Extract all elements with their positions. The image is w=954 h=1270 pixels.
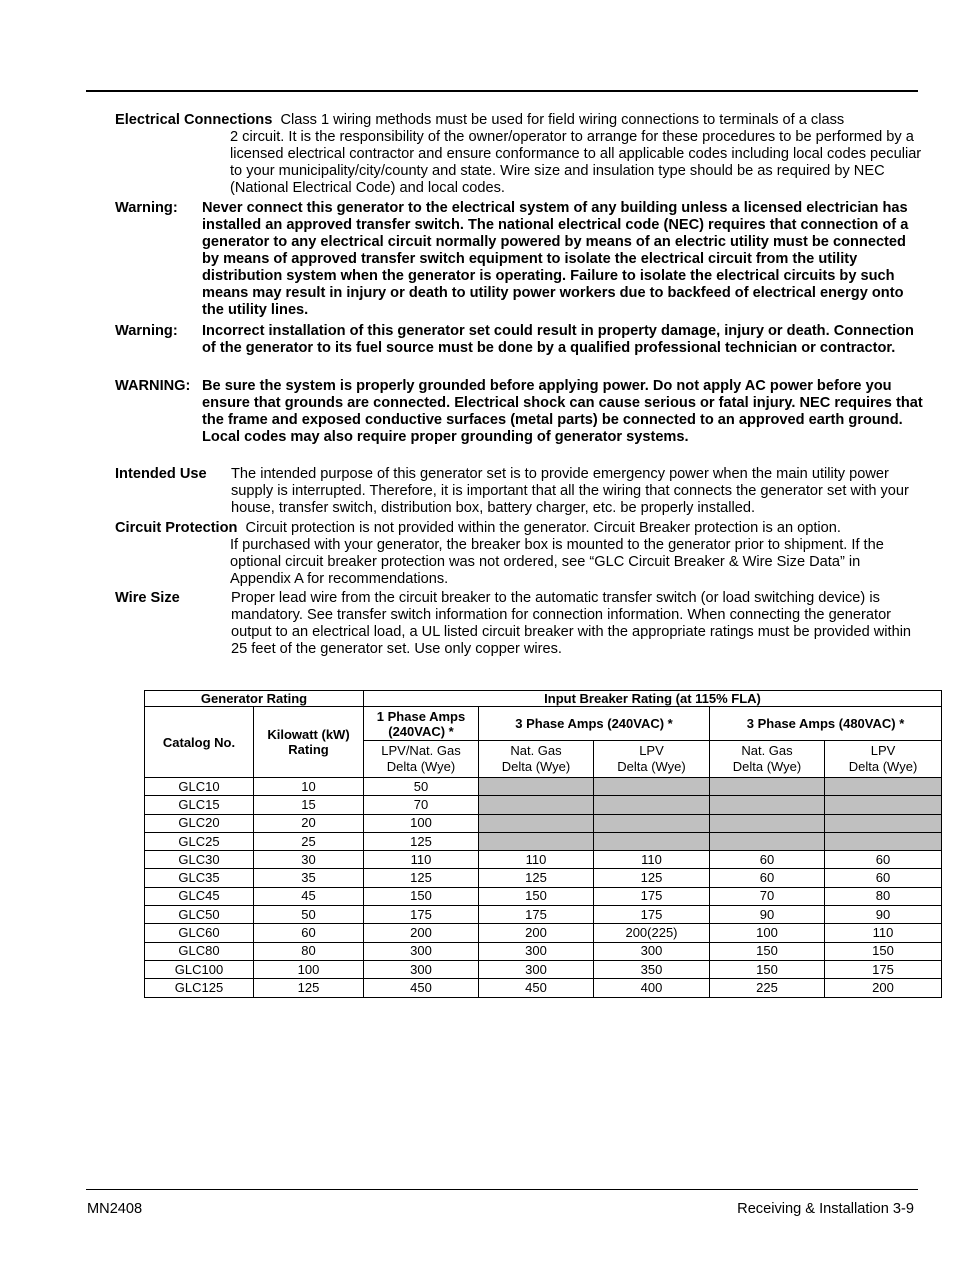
wire-size-term: Wire Size xyxy=(115,590,180,606)
table-cell: 100 xyxy=(710,924,825,942)
electrical-connections-body: 2 circuit. It is the responsibility of the owner/operator to arrange for these procedures to be performed by a licensed electrical contractor and ensure conformance to all applicable codes including local codes peculiar to your municipality/city/county and state. Wire size and insulation type should be as required by NEC (National Electrical Code) and local codes. xyxy=(230,129,922,196)
table-cell: 60 xyxy=(710,851,825,869)
table-cell: 175 xyxy=(594,906,710,924)
table-cell: GLC50 xyxy=(145,906,254,924)
table-cell: 100 xyxy=(254,960,364,978)
table-cell: 10 xyxy=(254,778,364,796)
table-cell: 90 xyxy=(825,906,942,924)
table-cell: 300 xyxy=(479,960,594,978)
table-cell xyxy=(710,778,825,796)
table-cell: 125 xyxy=(364,832,479,850)
table-cell xyxy=(594,796,710,814)
sub-header-ng480: Nat. Gas Delta (Wye) xyxy=(710,741,825,778)
warning-label: Warning: xyxy=(115,200,178,216)
sub-header-ng240: Nat. Gas Delta (Wye) xyxy=(479,741,594,778)
warning-transfer-switch xyxy=(115,200,923,319)
table-row xyxy=(145,796,942,814)
table-row xyxy=(145,924,942,942)
table-cell: 175 xyxy=(594,887,710,905)
table-cell: 300 xyxy=(364,960,479,978)
sub-header-lpv240: LPV Delta (Wye) xyxy=(594,741,710,778)
electrical-connections-section xyxy=(115,112,923,197)
sub-header-lpv480: LPV Delta (Wye) xyxy=(825,741,942,778)
table-cell: 150 xyxy=(479,887,594,905)
table-cell: 80 xyxy=(254,942,364,960)
table-cell: GLC30 xyxy=(145,851,254,869)
table-cell: 150 xyxy=(364,887,479,905)
table-cell: 200 xyxy=(825,979,942,997)
table-cell: 60 xyxy=(825,851,942,869)
table-row xyxy=(145,832,942,850)
table-cell xyxy=(594,778,710,796)
table-cell: GLC35 xyxy=(145,869,254,887)
table-cell: 70 xyxy=(710,887,825,905)
warning-label: Warning: xyxy=(115,323,178,339)
table-cell xyxy=(479,814,594,832)
table-cell: 80 xyxy=(825,887,942,905)
table-cell: 110 xyxy=(594,851,710,869)
table-cell: 20 xyxy=(254,814,364,832)
table-cell xyxy=(594,814,710,832)
table-cell: 125 xyxy=(594,869,710,887)
circuit-protection-body: If purchased with your generator, the breaker box is mounted to the generator prior to shipment. If the optional circuit breaker protection was not ordered, see “GLC Circuit Breaker & Wire Size Data” in Appendix A for recommendations. xyxy=(230,537,884,587)
table-cell xyxy=(594,832,710,850)
electrical-connections-term: Electrical Connections xyxy=(115,112,273,128)
table-cell xyxy=(825,796,942,814)
table-cell: 100 xyxy=(364,814,479,832)
table-cell: 200 xyxy=(364,924,479,942)
one-phase-header: 1 Phase Amps (240VAC) * xyxy=(364,707,479,741)
table-cell: 175 xyxy=(825,960,942,978)
table-row xyxy=(145,851,942,869)
table-cell: 110 xyxy=(364,851,479,869)
table-cell: 125 xyxy=(479,869,594,887)
table-cell: 175 xyxy=(479,906,594,924)
warning-text: Incorrect installation of this generator set could result in property damage, injury or death. Connection of the generator to its fuel source must be done by a qualified professional technician or contractor. xyxy=(202,323,914,356)
table-cell: 450 xyxy=(479,979,594,997)
table-cell: 150 xyxy=(825,942,942,960)
table-cell xyxy=(710,832,825,850)
table-cell: GLC25 xyxy=(145,832,254,850)
wire-size-body: Proper lead wire from the circuit breaker to the automatic transfer switch (or load switching device) is mandatory. See transfer switch information for connection information. When connecting the generator output to an electrical load, a UL listed circuit breaker with the appropriate ratings must be provided within 25 feet of the generator set. Use only copper wires. xyxy=(231,590,912,657)
table-cell: GLC60 xyxy=(145,924,254,942)
table-row xyxy=(145,778,942,796)
table-row xyxy=(145,869,942,887)
table-cell: 70 xyxy=(364,796,479,814)
table-cell: 300 xyxy=(364,942,479,960)
table-cell: 175 xyxy=(364,906,479,924)
intended-use-body: The intended purpose of this generator set is to provide emergency power when the main utility power supply is interrupted. Therefore, it is important that all the wiring that connects the generator set with your house, transfer switch, distribution box, battery charger, etc. be properly installed. xyxy=(231,466,909,516)
table-cell xyxy=(825,778,942,796)
table-cell: 50 xyxy=(364,778,479,796)
table-row xyxy=(145,814,942,832)
table-cell xyxy=(710,814,825,832)
table-cell xyxy=(825,814,942,832)
table-cell: GLC10 xyxy=(145,778,254,796)
table-cell: 225 xyxy=(710,979,825,997)
kilowatt-header: Kilowatt (kW) Rating xyxy=(254,707,364,778)
table-row xyxy=(145,942,942,960)
document-number: MN2408 xyxy=(87,1201,143,1217)
table-cell: 300 xyxy=(594,942,710,960)
table-cell: 60 xyxy=(825,869,942,887)
table-cell: 125 xyxy=(254,979,364,997)
intended-use-term: Intended Use xyxy=(115,466,207,482)
table-cell xyxy=(710,796,825,814)
warning-label: WARNING: xyxy=(115,378,191,394)
sub-header-1ph: LPV/Nat. Gas Delta (Wye) xyxy=(364,741,479,778)
table-cell xyxy=(479,778,594,796)
warning-grounding xyxy=(115,378,923,446)
table-cell: 200(225) xyxy=(594,924,710,942)
warning-installation xyxy=(115,323,923,357)
table-cell: 60 xyxy=(254,924,364,942)
table-cell xyxy=(479,796,594,814)
table-cell: 150 xyxy=(710,942,825,960)
table-row xyxy=(145,960,942,978)
circuit-protection-term: Circuit Protection xyxy=(115,520,238,536)
table-cell: GLC15 xyxy=(145,796,254,814)
table-cell: 30 xyxy=(254,851,364,869)
electrical-connections-first-line: Class 1 wiring methods must be used for field wiring connections to terminals of a class xyxy=(280,112,845,128)
table-cell: 400 xyxy=(594,979,710,997)
table-cell xyxy=(479,832,594,850)
three-phase-480-header: 3 Phase Amps (480VAC) * xyxy=(710,707,942,741)
table-cell xyxy=(825,832,942,850)
breaker-rating-table xyxy=(144,690,942,998)
table-cell: 200 xyxy=(479,924,594,942)
table-cell: 45 xyxy=(254,887,364,905)
table-cell: GLC125 xyxy=(145,979,254,997)
table-cell: GLC20 xyxy=(145,814,254,832)
table-cell: GLC100 xyxy=(145,960,254,978)
warning-text: Never connect this generator to the electrical system of any building unless a licensed electrician has installed an approved transfer switch. The national electrical code (NEC) requires that connection of a generator to any electrical circuit normally powered by means of an electric utility must be connected by means of approved transfer switch equipment to isolate the electrical circuit from the utility distribution system when the generator is operating. Failure to isolate the electrical circuits by such means may result in injury or death to utility power workers due to backfeed of electrical energy onto the utility lines. xyxy=(202,200,909,318)
table-cell: 60 xyxy=(710,869,825,887)
table-cell: 25 xyxy=(254,832,364,850)
generator-rating-header: Generator Rating xyxy=(145,691,364,707)
circuit-protection-first-line: Circuit protection is not provided within the generator. Circuit Breaker protection is an option. xyxy=(245,520,841,536)
three-phase-240-header: 3 Phase Amps (240VAC) * xyxy=(479,707,710,741)
warning-text: Be sure the system is properly grounded before applying power. Do not apply AC power before you ensure that grounds are connected. Electrical shock can cause serious or fatal injury. NEC requires that the frame and exposed conductive surfaces (metal parts) be connected to an approved earth ground. Local codes may also require proper grounding of generator systems. xyxy=(202,378,923,445)
input-breaker-header: Input Breaker Rating (at 115% FLA) xyxy=(364,691,942,707)
catalog-no-header: Catalog No. xyxy=(145,707,254,778)
table-row xyxy=(145,979,942,997)
table-cell: 300 xyxy=(479,942,594,960)
table-cell: 350 xyxy=(594,960,710,978)
header-rule xyxy=(86,90,918,92)
table-cell: 35 xyxy=(254,869,364,887)
table-cell: 50 xyxy=(254,906,364,924)
table-cell: 125 xyxy=(364,869,479,887)
table-body xyxy=(145,778,942,998)
table-cell: 450 xyxy=(364,979,479,997)
table-cell: 110 xyxy=(825,924,942,942)
circuit-protection-section xyxy=(115,520,923,588)
page-label: Receiving & Installation 3-9 xyxy=(737,1201,914,1217)
table-cell: GLC80 xyxy=(145,942,254,960)
table-cell: 150 xyxy=(710,960,825,978)
table-cell: 110 xyxy=(479,851,594,869)
table-cell: 15 xyxy=(254,796,364,814)
footer-rule xyxy=(86,1189,918,1190)
table-cell: GLC45 xyxy=(145,887,254,905)
table-cell: 90 xyxy=(710,906,825,924)
table-row xyxy=(145,906,942,924)
table-row xyxy=(145,887,942,905)
